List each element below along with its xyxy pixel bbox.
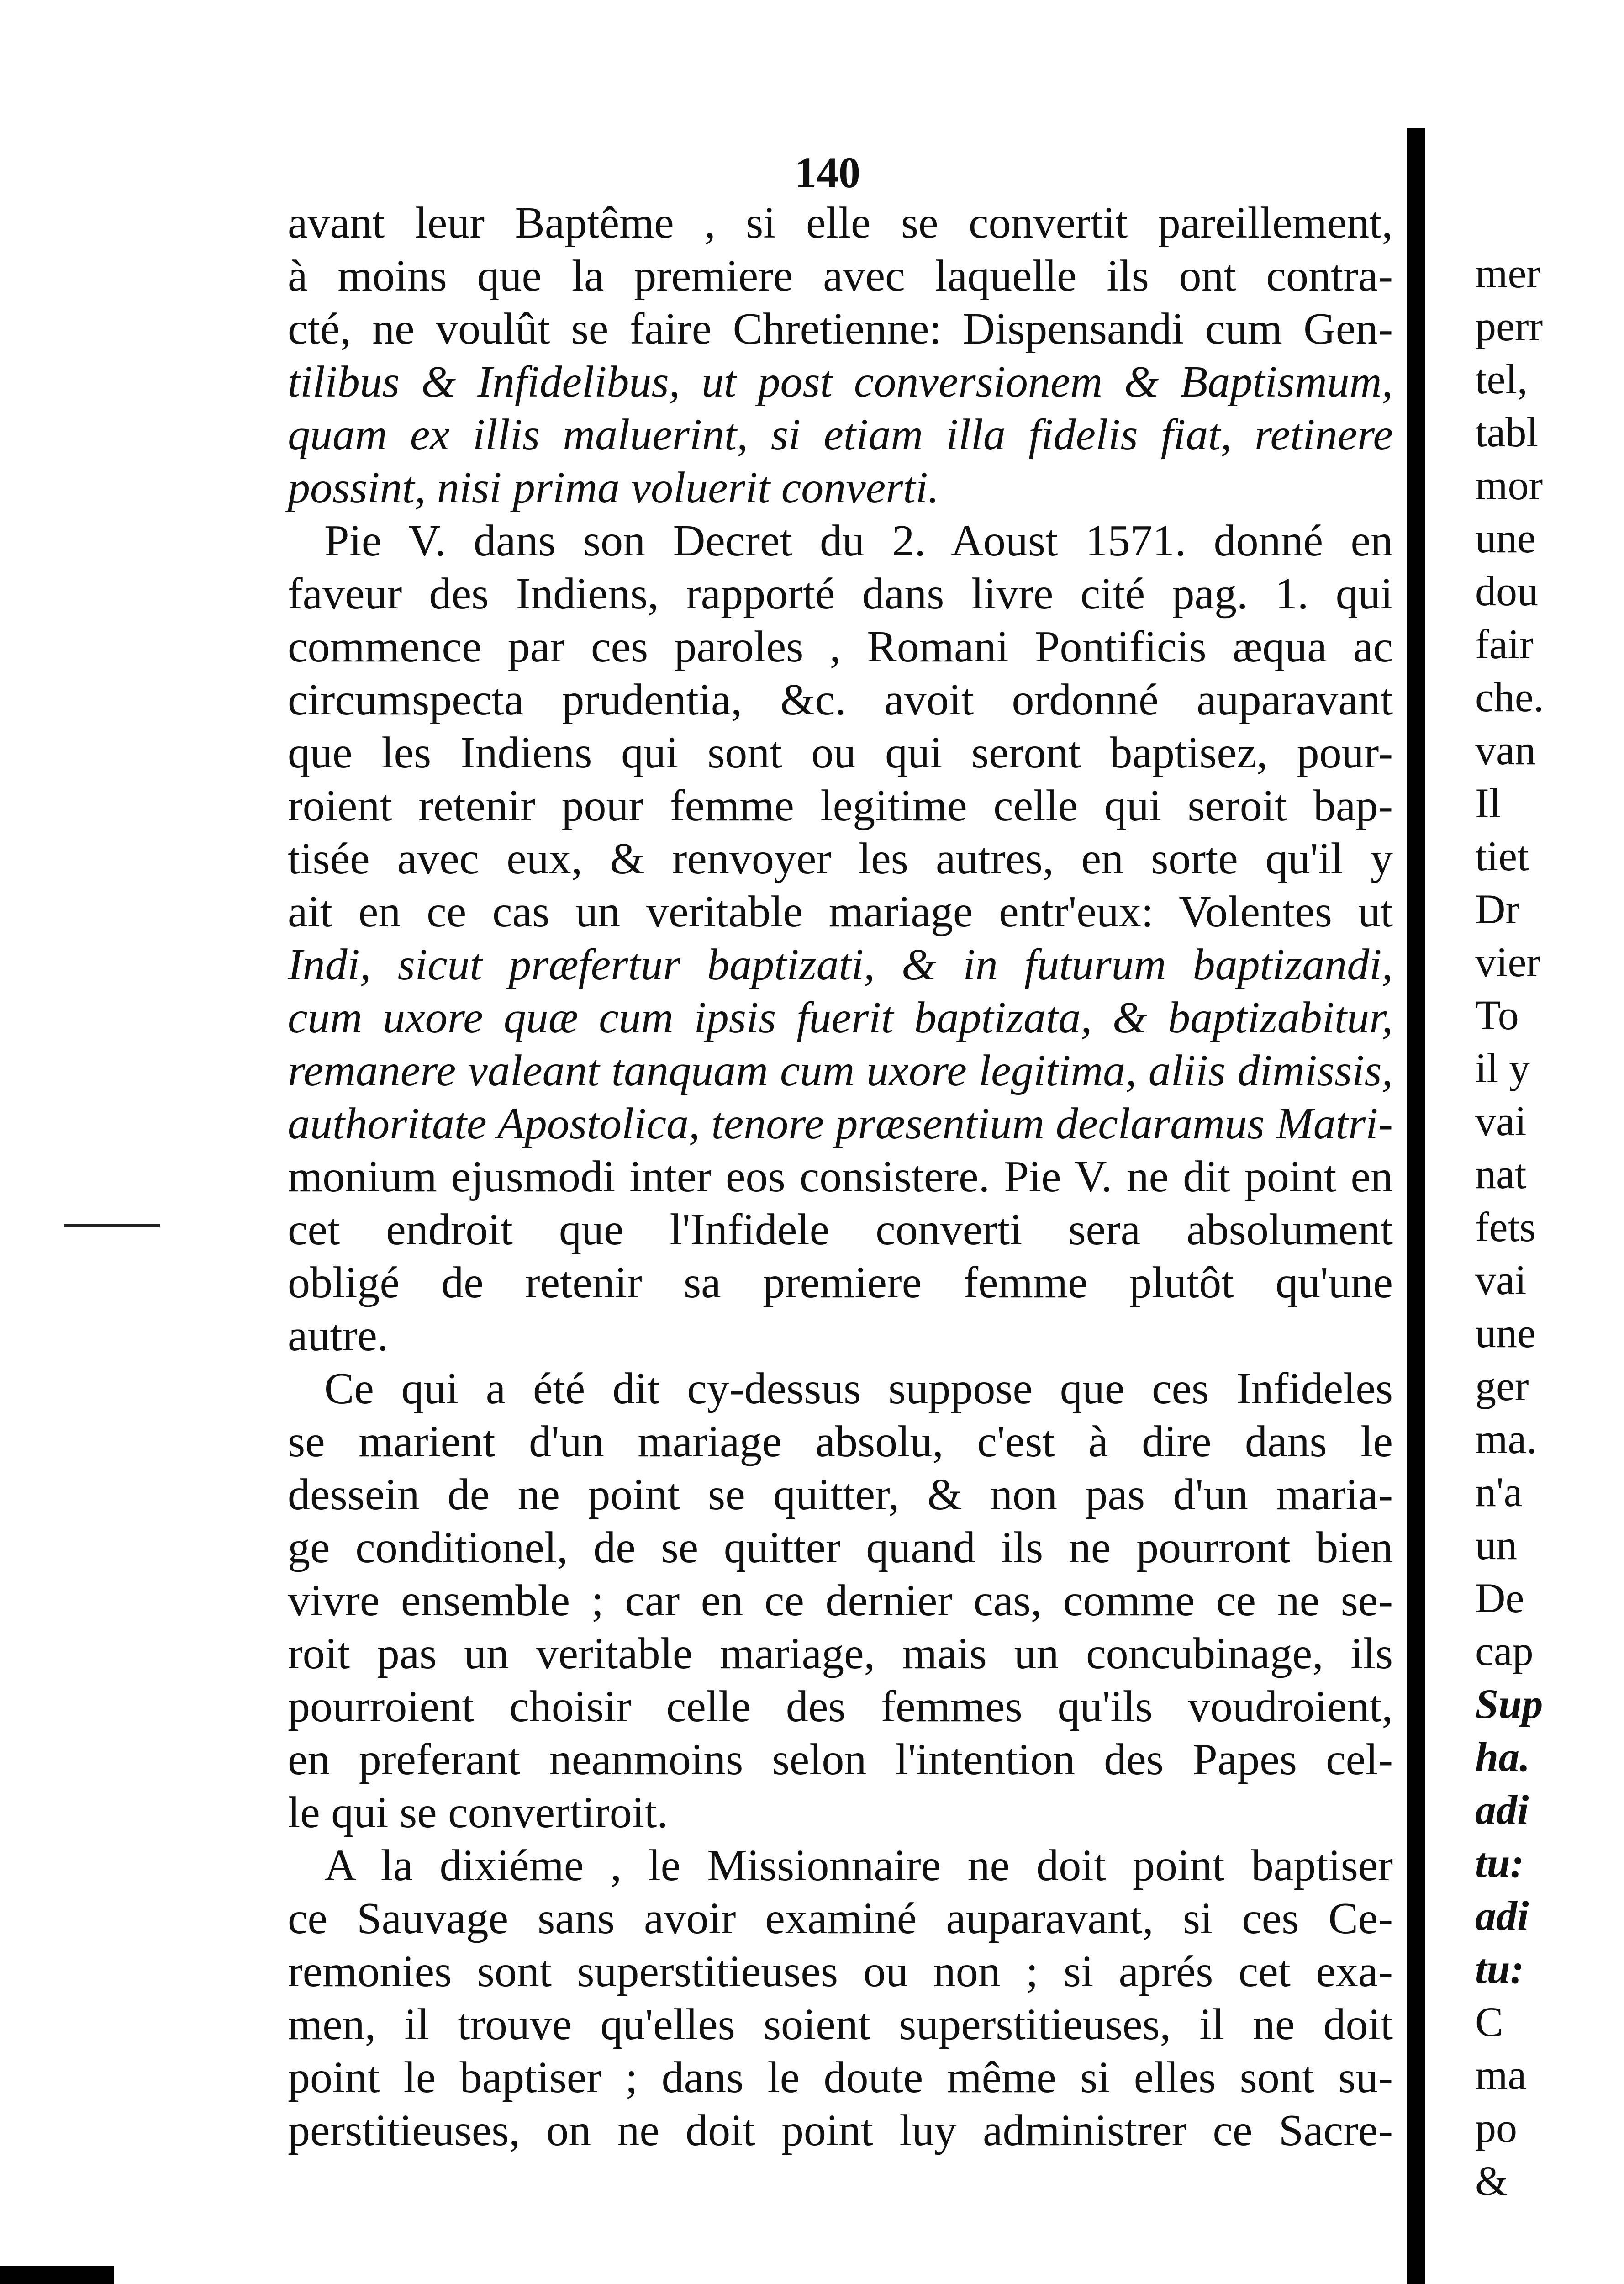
text-line: pourroient choisir celle des femmes qu'ils voudroient,: [288, 1682, 1393, 1731]
text-line: faveur des Indiens, rapporté dans livre cité pag. 1. qui: [288, 569, 1393, 619]
facing-page-word-fragment: vai: [1475, 1257, 1527, 1303]
facing-page-word-fragment: il y: [1475, 1045, 1530, 1091]
facing-page-word-fragment: ma.: [1475, 1416, 1537, 1462]
facing-page-word-fragment: Il: [1475, 780, 1501, 826]
facing-page-word-fragment: Dr: [1475, 886, 1520, 932]
text-line: remonies sont superstitieuses ou non ; si aprés cet exa-: [288, 1947, 1393, 1996]
facing-page-word-fragment: tiet: [1475, 833, 1529, 879]
facing-page-word-fragment: po: [1475, 2104, 1517, 2151]
facing-page-word-fragment: adi: [1475, 1787, 1529, 1833]
text-line: dessein de ne point se quitter, & non pas d'un maria-: [288, 1470, 1393, 1519]
facing-page-word-fragment: une: [1475, 1310, 1536, 1356]
text-line: autre.: [288, 1311, 389, 1360]
facing-page-word-fragment: tel,: [1475, 356, 1528, 402]
facing-page-word-fragment: ger: [1475, 1363, 1529, 1409]
text-line: cet endroit que l'Infidele converti sera absolument: [288, 1205, 1393, 1254]
facing-page-word-fragment: une: [1475, 515, 1536, 561]
page-number: 140: [795, 148, 860, 197]
facing-page-word-fragment: vai: [1475, 1098, 1527, 1144]
text-line: cté, ne voulût se faire Chretienne: Dispensandi cum Gen-: [288, 304, 1393, 354]
text-line: monium ejusmodi inter eos consistere. Pie V. ne dit point en: [288, 1152, 1393, 1201]
facing-page-word-fragment: C: [1475, 1998, 1503, 2045]
facing-page-word-fragment: nat: [1475, 1151, 1527, 1197]
facing-page-word-fragment: un: [1475, 1522, 1517, 1568]
text-line: perstitieuses, on ne doit point luy administrer ce Sacre-: [288, 2106, 1393, 2155]
text-line: circumspecta prudentia, &c. avoit ordonné auparavant: [288, 675, 1393, 724]
text-line: se marient d'un mariage absolu, c'est à dire dans le: [288, 1417, 1393, 1466]
text-line: vivre ensemble ; car en ce dernier cas, comme ce ne se-: [288, 1576, 1393, 1625]
text-line: que les Indiens qui sont ou qui seront baptisez, pour-: [288, 728, 1393, 777]
facing-page-word-fragment: tu:: [1475, 1946, 1524, 1992]
facing-page-word-fragment: van: [1475, 727, 1536, 773]
text-line: Ce qui a été dit cy-dessus suppose que ces Infideles: [324, 1364, 1393, 1413]
text-line: tilibus & Infidelibus, ut post conversionem & Baptismum,: [288, 357, 1393, 407]
text-line: roit pas un veritable mariage, mais un concubinage, ils: [288, 1629, 1393, 1678]
facing-page-word-fragment: ma: [1475, 2051, 1527, 2098]
text-line: possint, nisi prima voluerit converti.: [288, 463, 939, 513]
facing-page-word-fragment: adi: [1475, 1893, 1529, 1939]
facing-page-fragment: [1475, 247, 1624, 2207]
text-line: en preferant neanmoins selon l'intention des Papes cel-: [288, 1735, 1393, 1784]
facing-page-word-fragment: fair: [1475, 621, 1534, 667]
text-line: tisée avec eux, & renvoyer les autres, en sorte qu'il y: [288, 834, 1393, 883]
main-text-block: [288, 196, 1393, 2157]
text-line: ge conditionel, de se quitter quand ils ne pourront bien: [288, 1523, 1393, 1572]
text-line: Indi, sicut præfertur baptizati, & in futurum baptizandi,: [288, 940, 1393, 989]
text-line: ce Sauvage sans avoir examiné auparavant, si ces Ce-: [288, 1894, 1393, 1943]
ink-blot-mark: [0, 2266, 114, 2284]
text-line: obligé de retenir sa premiere femme plutôt qu'une: [288, 1258, 1393, 1307]
facing-page-word-fragment: vier: [1475, 939, 1541, 985]
facing-page-word-fragment: &: [1475, 2157, 1508, 2204]
margin-rule-mark: [64, 1224, 160, 1227]
text-line: ait en ce cas un veritable mariage entr'eux: Volentes ut: [288, 887, 1393, 936]
facing-page-word-fragment: To: [1475, 992, 1519, 1038]
text-line: authoritate Apostolica, tenore præsentium declaramus Matri-: [288, 1099, 1393, 1148]
text-line: le qui se convertiroit.: [288, 1788, 668, 1837]
facing-page-word-fragment: Sup: [1475, 1681, 1543, 1727]
text-line: men, il trouve qu'elles soient superstitieuses, il ne doit: [288, 2000, 1393, 2049]
facing-page-word-fragment: tu:: [1475, 1840, 1524, 1886]
text-line: à moins que la premiere avec laquelle ils ont contra-: [288, 251, 1393, 301]
text-line: A la dixiéme , le Missionnaire ne doit point baptiser: [324, 1841, 1393, 1890]
text-line: cum uxore quæ cum ipsis fuerit baptizata, & baptizabitur,: [288, 993, 1393, 1042]
facing-page-word-fragment: mer: [1475, 250, 1541, 296]
text-line: remanere valeant tanquam cum uxore legitima, aliis dimissis,: [288, 1046, 1393, 1095]
facing-page-word-fragment: mor: [1475, 462, 1543, 508]
text-line: Pie V. dans son Decret du 2. Aoust 1571. donné en: [324, 516, 1393, 566]
binding-spine-shadow: [1407, 128, 1425, 2284]
facing-page-word-fragment: tabl: [1475, 409, 1538, 455]
text-line: point le baptiser ; dans le doute même si elles sont su-: [288, 2053, 1393, 2102]
text-line: roient retenir pour femme legitime celle qui seroit bap-: [288, 781, 1393, 830]
facing-page-word-fragment: cap: [1475, 1628, 1534, 1674]
facing-page-word-fragment: De: [1475, 1575, 1524, 1621]
facing-page-word-fragment: ha.: [1475, 1734, 1530, 1780]
text-line: commence par ces paroles , Romani Pontificis æqua ac: [288, 622, 1393, 671]
facing-page-word-fragment: dou: [1475, 568, 1538, 614]
text-line: avant leur Baptême , si elle se convertit pareillement,: [288, 198, 1393, 248]
facing-page-word-fragment: fets: [1475, 1204, 1536, 1250]
facing-page-word-fragment: n'a: [1475, 1469, 1523, 1515]
facing-page-word-fragment: che.: [1475, 674, 1544, 720]
facing-page-word-fragment: perr: [1475, 303, 1543, 349]
text-line: quam ex illis maluerint, si etiam illa fidelis fiat, retinere: [288, 410, 1393, 460]
